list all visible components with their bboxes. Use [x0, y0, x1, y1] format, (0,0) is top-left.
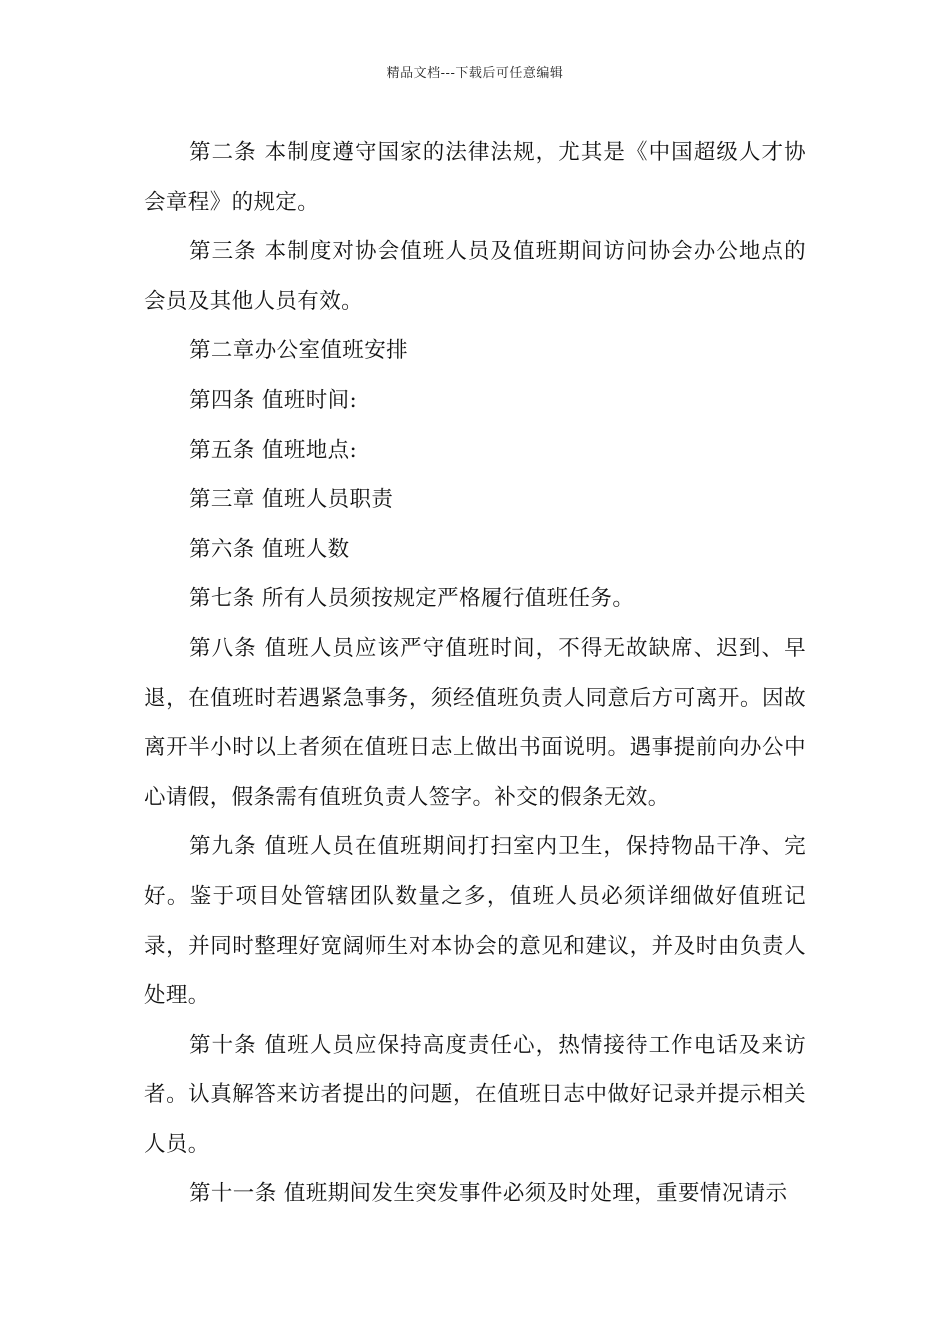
article-3-paragraph: 第三条 本制度对协会值班人员及值班期间访问协会办公地点的会员及其他人员有效。 — [144, 239, 806, 314]
article-7-paragraph: 第七条 所有人员须按规定严格履行值班任务。 — [189, 586, 635, 612]
chapter-3-heading: 第三章 值班人员职责 — [189, 487, 394, 513]
article-10-paragraph: 第十条 值班人员应保持高度责任心，热情接待工作电话及来访者。认真解答来访者提出的问题，在值班日志中做好记录并提示相关人员。 — [144, 1032, 806, 1157]
article-6-paragraph: 第六条 值班人数 — [189, 536, 350, 562]
article-4-paragraph: 第四条 值班时间: — [189, 387, 358, 413]
page-header: 精品文档---下载后可任意编辑 — [386, 66, 564, 81]
article-5-paragraph: 第五条 值班地点: — [189, 437, 358, 463]
article-11-paragraph: 第十一条 值班期间发生突发事件必须及时处理，重要情况请示 — [189, 1181, 788, 1207]
article-2-paragraph: 第二条 本制度遵守国家的法律法规，尤其是《中国超级人才协会章程》的规定。 — [144, 140, 806, 215]
article-8-paragraph: 第八条 值班人员应该严守值班时间，不得无故缺席、迟到、早退，在值班时若遇紧急事务，须经值班负责人同意后方可离开。因故离开半小时以上者须在值班日志上做出书面说明。遇事提前向办公中心请假，假条需有值班负责人签字。补交的假条无效。 — [144, 635, 806, 810]
article-9-paragraph: 第九条 值班人员在值班期间打扫室内卫生，保持物品干净、完好。鉴于项目处管辖团队数量之多，值班人员必须详细做好值班记录，并同时整理好宽阔师生对本协会的意见和建议，并及时由负责人处理。 — [144, 834, 806, 1009]
chapter-2-heading: 第二章办公室值班安排 — [189, 338, 409, 364]
document-body — [144, 128, 806, 1219]
